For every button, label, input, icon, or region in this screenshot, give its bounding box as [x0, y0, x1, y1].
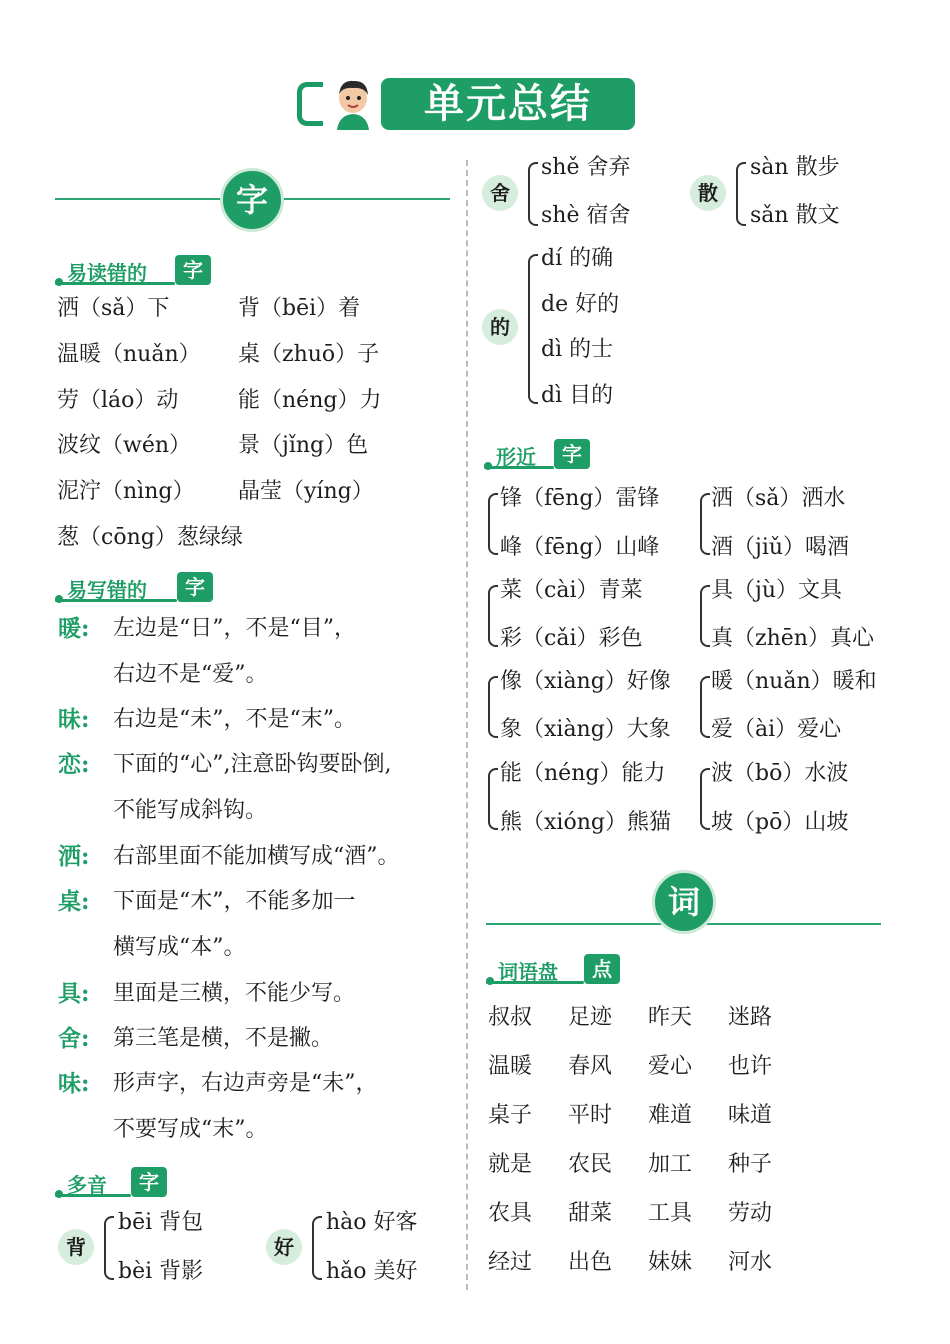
tag-duoyin [55, 1167, 175, 1197]
ciyu-word: 也许 [728, 1054, 773, 1079]
section-zi-header [55, 168, 450, 228]
yixie-line: 右部里面不能加横写成“酒”。 [113, 844, 400, 869]
xingjin-item: 能（néng）能力 [500, 761, 666, 786]
section-ci-badge: 词 [652, 870, 716, 934]
xingjin-item: 熊（xióng）熊猫 [500, 810, 671, 835]
yidu-item: 泥泞（nìng） [57, 479, 195, 504]
duoyin-item: bèi 背影 [118, 1259, 204, 1284]
yixie-char: 味: [58, 1070, 90, 1097]
yixie-line: 里面是三横，不能少写。 [113, 981, 356, 1006]
xingjin-item: 彩（cǎi）彩色 [500, 626, 643, 651]
ciyu-word: 加工 [648, 1152, 693, 1177]
duoyin-item: dì 目的 [541, 383, 614, 408]
tag-dot [55, 1190, 63, 1198]
duoyin-item: shè 宿舍 [541, 203, 631, 228]
yixie-line: 右边不是“爱”。 [113, 662, 268, 687]
banner-bracket [297, 82, 323, 126]
duoyin-item: shě 舍弃 [541, 155, 631, 180]
tag-dot [55, 278, 63, 286]
xingjin-item: 坡（pō）山坡 [711, 810, 849, 835]
duoyin-item: dì 的士 [541, 337, 614, 362]
yixie-line: 横写成“本”。 [113, 935, 246, 960]
brace [700, 676, 710, 738]
duoyin-item: bēi 背包 [118, 1210, 204, 1235]
ciyu-word: 农具 [488, 1201, 533, 1226]
page-title: 单元总结 [381, 78, 635, 130]
yidu-item: 波纹（wén） [57, 433, 192, 458]
duoyin-item: sǎn 散文 [750, 203, 840, 228]
brace [104, 1216, 114, 1280]
xingjin-item: 具（jù）文具 [711, 578, 842, 603]
xingjin-item: 暖（nuǎn）暖和 [711, 669, 877, 694]
ciyu-word: 迷路 [728, 1005, 773, 1030]
ciyu-word: 难道 [648, 1103, 693, 1128]
duoyin-item: hào 好客 [326, 1210, 418, 1235]
duoyin-char-badge: 背 [58, 1229, 94, 1265]
page-banner [297, 78, 635, 130]
brace [700, 493, 710, 555]
tag-box: 字 [177, 572, 213, 602]
ciyu-word: 妹妹 [648, 1250, 693, 1275]
yixie-char: 舍: [58, 1025, 90, 1052]
duoyin-char-badge: 的 [482, 309, 518, 345]
student-avatar-icon [331, 78, 375, 130]
xingjin-item: 锋（fēng）雷锋 [500, 486, 660, 511]
tag-ciyu [486, 954, 626, 984]
xingjin-item: 波（bō）水波 [711, 761, 849, 786]
ciyu-word: 就是 [488, 1152, 533, 1177]
tag-box: 字 [175, 255, 211, 285]
duoyin-char-badge: 散 [690, 175, 726, 211]
column-divider [466, 160, 468, 1290]
duoyin-item: dí 的确 [541, 246, 614, 271]
tag-label: 易读错的 [67, 261, 147, 285]
ciyu-word: 经过 [488, 1250, 533, 1275]
ciyu-word: 河水 [728, 1250, 773, 1275]
xingjin-item: 像（xiàng）好像 [500, 669, 671, 694]
yixie-char: 昧: [58, 706, 90, 733]
brace [488, 585, 498, 647]
brace [488, 768, 498, 830]
tag-xingjin [484, 439, 604, 469]
yixie-line: 左边是“日”，不是“目”， [113, 616, 356, 641]
brace [700, 585, 710, 647]
yidu-item: 背（bēi）着 [238, 296, 361, 321]
yidu-item: 洒（sǎ）下 [57, 296, 170, 321]
yixie-line: 下面是“木”，不能多加一 [113, 889, 356, 914]
ciyu-word: 春风 [568, 1054, 613, 1079]
tag-yidu [55, 255, 215, 285]
ciyu-word: 温暖 [488, 1054, 533, 1079]
duoyin-item: hǎo 美好 [326, 1259, 418, 1284]
xingjin-item: 峰（fēng）山峰 [500, 535, 660, 560]
yixie-line: 第三笔是横，不是撇。 [113, 1026, 334, 1051]
yixie-char: 桌: [58, 888, 90, 915]
ciyu-word: 叔叔 [488, 1005, 533, 1030]
duoyin-char-badge: 好 [266, 1229, 302, 1265]
section-zi-badge: 字 [220, 168, 284, 232]
yidu-item: 景（jǐng）色 [238, 433, 369, 458]
tag-box: 点 [584, 954, 620, 984]
yixie-line: 不能写成斜钩。 [113, 798, 268, 823]
xingjin-item: 象（xiàng）大象 [500, 717, 671, 742]
tag-box: 字 [131, 1167, 167, 1197]
brace [528, 254, 538, 404]
ciyu-word: 足迹 [568, 1005, 613, 1030]
yixie-char: 暖: [58, 615, 90, 642]
ciyu-word: 昨天 [648, 1005, 693, 1030]
yixie-line: 不要写成“末”。 [113, 1117, 268, 1142]
duoyin-item: de 好的 [541, 292, 620, 317]
yixie-char: 洒: [58, 843, 90, 870]
tag-yixie [55, 572, 215, 602]
yixie-char: 恋: [58, 751, 90, 778]
ciyu-word: 爱心 [648, 1054, 693, 1079]
brace [700, 768, 710, 830]
tag-label: 词语盘 [498, 960, 558, 984]
yixie-char: 具: [58, 980, 90, 1007]
duoyin-char-badge: 舍 [482, 175, 518, 211]
tag-label: 形近 [496, 445, 536, 469]
tag-box: 字 [554, 439, 590, 469]
yixie-line: 右边是“未”，不是“末”。 [113, 707, 356, 732]
yidu-item: 能（néng）力 [238, 388, 382, 413]
brace [736, 162, 746, 226]
ciyu-word: 味道 [728, 1103, 773, 1128]
brace [528, 162, 538, 226]
ciyu-word: 农民 [568, 1152, 613, 1177]
xingjin-item: 爱（ài）爱心 [711, 717, 842, 742]
ciyu-word: 种子 [728, 1152, 773, 1177]
yidu-item: 劳（láo）动 [57, 388, 179, 413]
tag-label: 易写错的 [67, 578, 147, 602]
duoyin-item: sàn 散步 [750, 155, 840, 180]
tag-dot [484, 462, 492, 470]
yixie-line: 下面的“心”,注意卧钩要卧倒, [113, 752, 392, 777]
ciyu-word: 劳动 [728, 1201, 773, 1226]
section-ci-header [486, 870, 881, 930]
xingjin-item: 酒（jiǔ）喝酒 [711, 535, 850, 560]
yidu-item: 晶莹（yíng） [238, 479, 374, 504]
brace [488, 676, 498, 738]
ciyu-word: 甜菜 [568, 1201, 613, 1226]
tag-dot [55, 595, 63, 603]
yidu-item: 桌（zhuō）子 [238, 342, 380, 367]
tag-dot [486, 977, 494, 985]
yidu-item: 温暖（nuǎn） [57, 342, 201, 367]
tag-label: 多音 [67, 1173, 107, 1197]
ciyu-word: 工具 [648, 1201, 693, 1226]
yidu-item: 葱（cōng）葱绿绿 [57, 525, 243, 550]
ciyu-word: 桌子 [488, 1103, 533, 1128]
xingjin-item: 真（zhēn）真心 [711, 626, 874, 651]
xingjin-item: 菜（cài）青菜 [500, 578, 643, 603]
ciyu-word: 出色 [568, 1250, 613, 1275]
xingjin-item: 洒（sǎ）洒水 [711, 486, 846, 511]
yixie-line: 形声字，右边声旁是“未”， [113, 1071, 378, 1096]
brace [312, 1216, 322, 1280]
brace [488, 493, 498, 555]
ciyu-word: 平时 [568, 1103, 613, 1128]
